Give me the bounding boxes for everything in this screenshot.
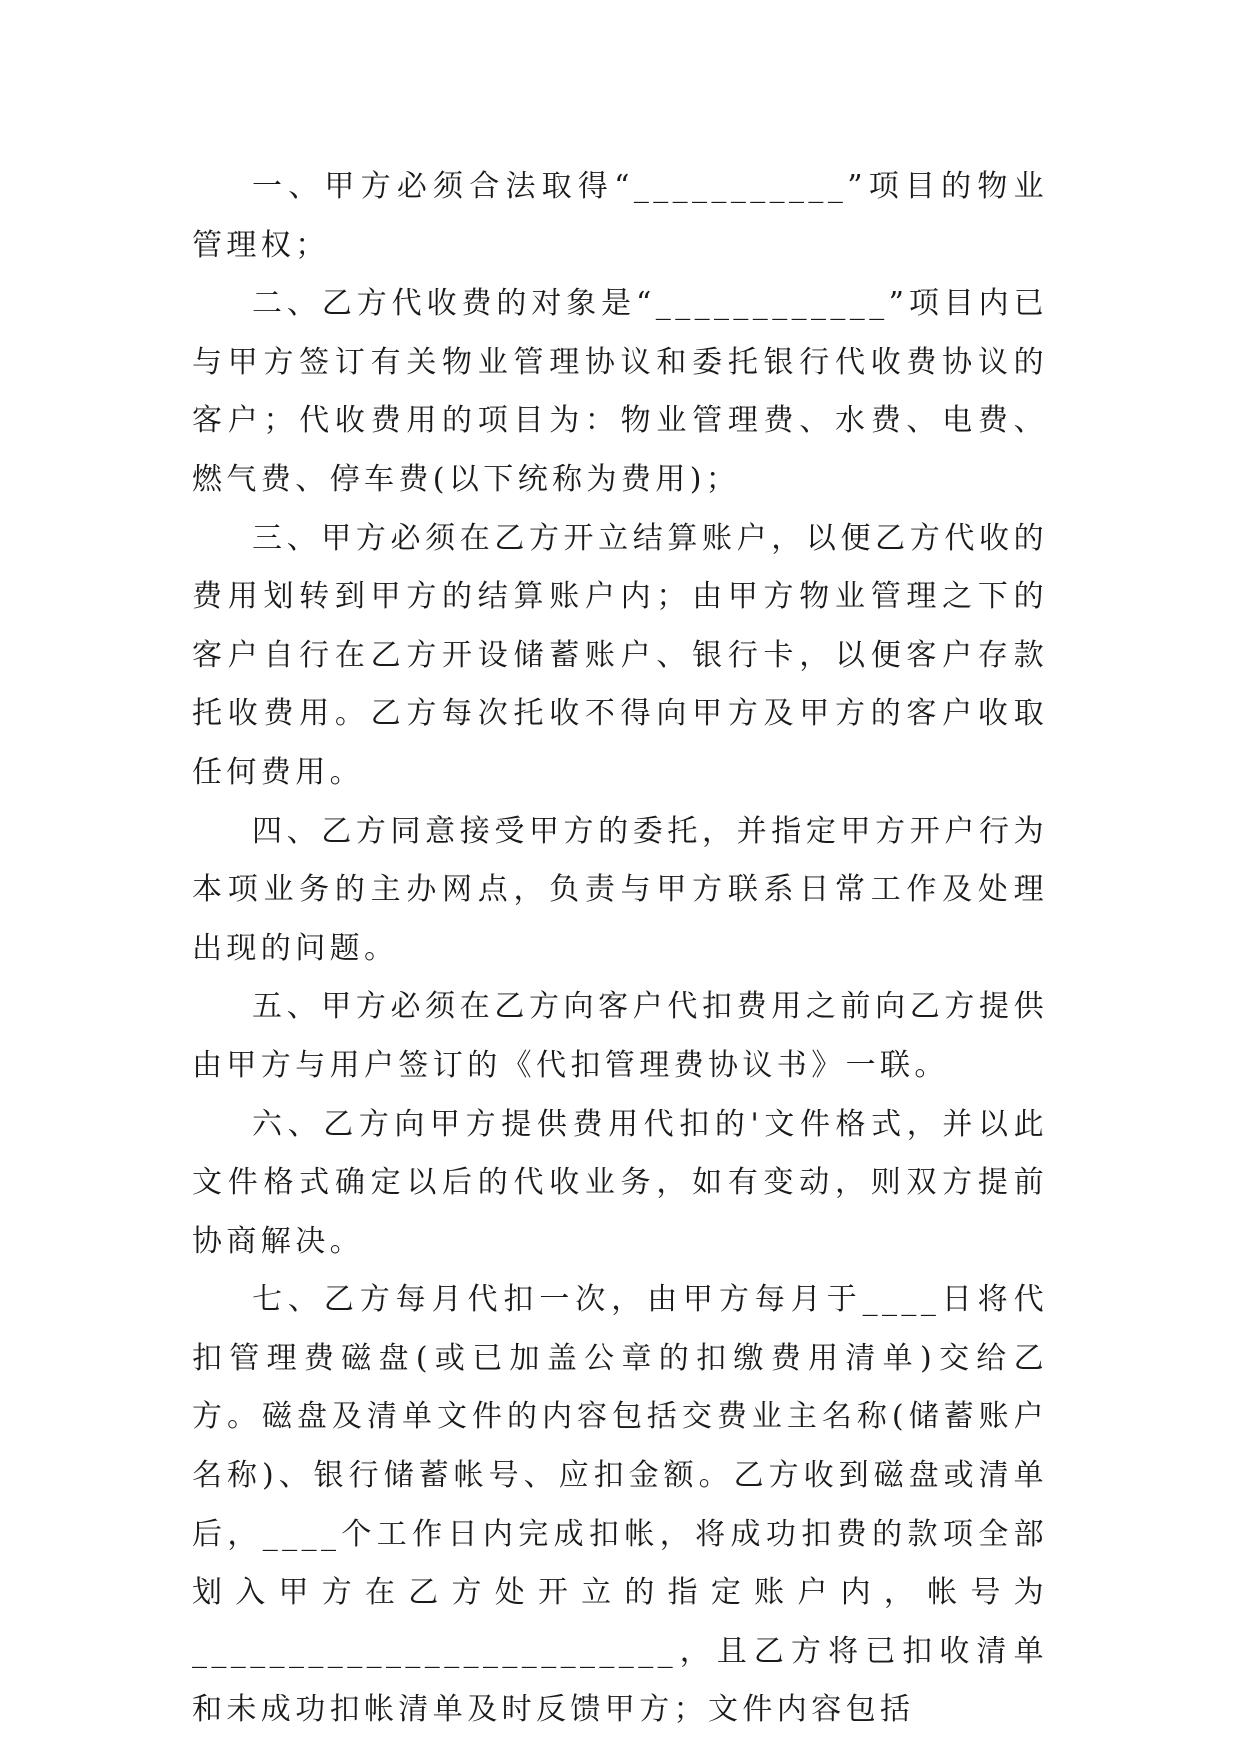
clause-2: 二、乙方代收费的对象是“____________”项目内已与甲方签订有关物业管理协议和委托银行代收费协议的客户；代收费用的项目为：物业管理费、水费、电费、燃气费、停车费(以下统称为费用)； [192,286,1048,497]
clause-1: 一、甲方必须合法取得“___________”项目的物业管理权； [192,169,1048,263]
clause-3: 三、甲方必须在乙方开立结算账户，以便乙方代收的费用划转到甲方的结算账户内；由甲方物业管理之下的客户自行在乙方开设储蓄账户、银行卡，以便客户存款托收费用。乙方每次托收不得向甲方及甲方的客户收取任何费用。 [192,520,1048,790]
clause-5: 五、甲方必须在乙方向客户代扣费用之前向乙方提供由甲方与用户签订的《代扣管理费协议书》一联。 [192,989,1048,1083]
document-body [192,158,1048,1740]
clause-7: 七、乙方每月代扣一次，由甲方每月于____日将代扣管理费磁盘(或已加盖公章的扣缴费用清单)交给乙方。磁盘及清单文件的内容包括交费业主名称(储蓄账户名称)、银行储蓄帐号、应扣金额。乙方收到磁盘或清单后，____个工作日内完成扣帐，将成功扣费的款项全部划入甲方在乙方处开立的指定账户内，帐号为_________________________，且乙方将已扣收清单和未成功扣帐清单及时反馈甲方；文件内容包括 [192,1282,1048,1728]
clause-4: 四、乙方同意接受甲方的委托，并指定甲方开户行为本项业务的主办网点，负责与甲方联系日常工作及处理出现的问题。 [192,813,1048,966]
clause-6: 六、乙方向甲方提供费用代扣的'文件格式，并以此文件格式确定以后的代收业务，如有变动，则双方提前协商解决。 [192,1106,1048,1259]
